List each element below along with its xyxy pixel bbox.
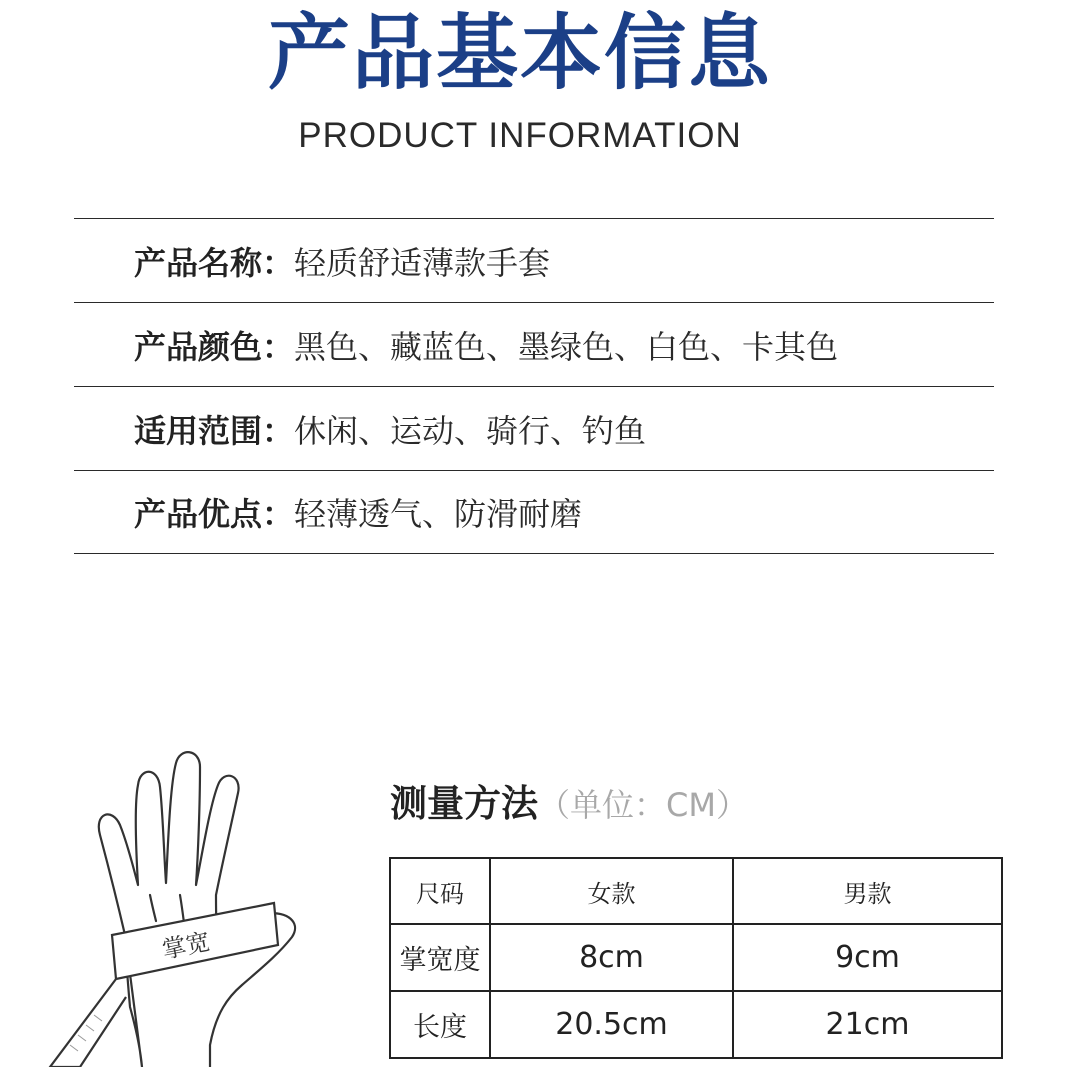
info-value: 黑色、藏蓝色、墨绿色、白色、卡其色 xyxy=(294,327,839,366)
info-label: 产品优点： xyxy=(134,495,295,533)
info-label: 产品颜色： xyxy=(134,327,295,366)
table-header-cell: 男款 xyxy=(733,858,1002,924)
table-cell: 8cm xyxy=(490,924,733,991)
info-row-usage xyxy=(74,386,994,470)
table-row xyxy=(390,924,1002,991)
info-row-advantages xyxy=(74,470,994,554)
info-value: 休闲、运动、骑行、钓鱼 xyxy=(294,411,647,450)
measure-title xyxy=(390,780,748,829)
info-row-name xyxy=(74,218,994,302)
table-header-cell: 尺码 xyxy=(390,858,490,924)
table-row xyxy=(390,991,1002,1058)
table-header-cell: 女款 xyxy=(490,858,733,924)
info-row-color xyxy=(74,302,994,386)
hand-measure-illustration xyxy=(30,745,360,1067)
table-cell: 21cm xyxy=(733,991,1002,1058)
info-label: 产品名称： xyxy=(134,243,295,282)
info-value: 轻质舒适薄款手套 xyxy=(294,243,551,282)
table-header-row xyxy=(390,858,1002,924)
measure-title-text: 测量方法 xyxy=(390,782,538,825)
table-cell: 20.5cm xyxy=(490,991,733,1058)
measure-unit: （单位：CM） xyxy=(538,786,748,824)
table-cell: 9cm xyxy=(733,924,1002,991)
table-cell: 掌宽度 xyxy=(390,924,490,991)
table-cell: 长度 xyxy=(390,991,490,1058)
info-label: 适用范围： xyxy=(134,411,295,450)
page-subtitle: PRODUCT INFORMATION xyxy=(298,116,742,155)
page-title: 产品基本信息 xyxy=(267,6,772,101)
product-info-list xyxy=(74,218,994,554)
info-value: 轻薄透气、防滑耐磨 xyxy=(294,495,583,533)
palm-width-label: 掌宽 xyxy=(159,927,213,965)
size-table xyxy=(389,857,1003,1059)
palm-tape xyxy=(50,903,278,1067)
